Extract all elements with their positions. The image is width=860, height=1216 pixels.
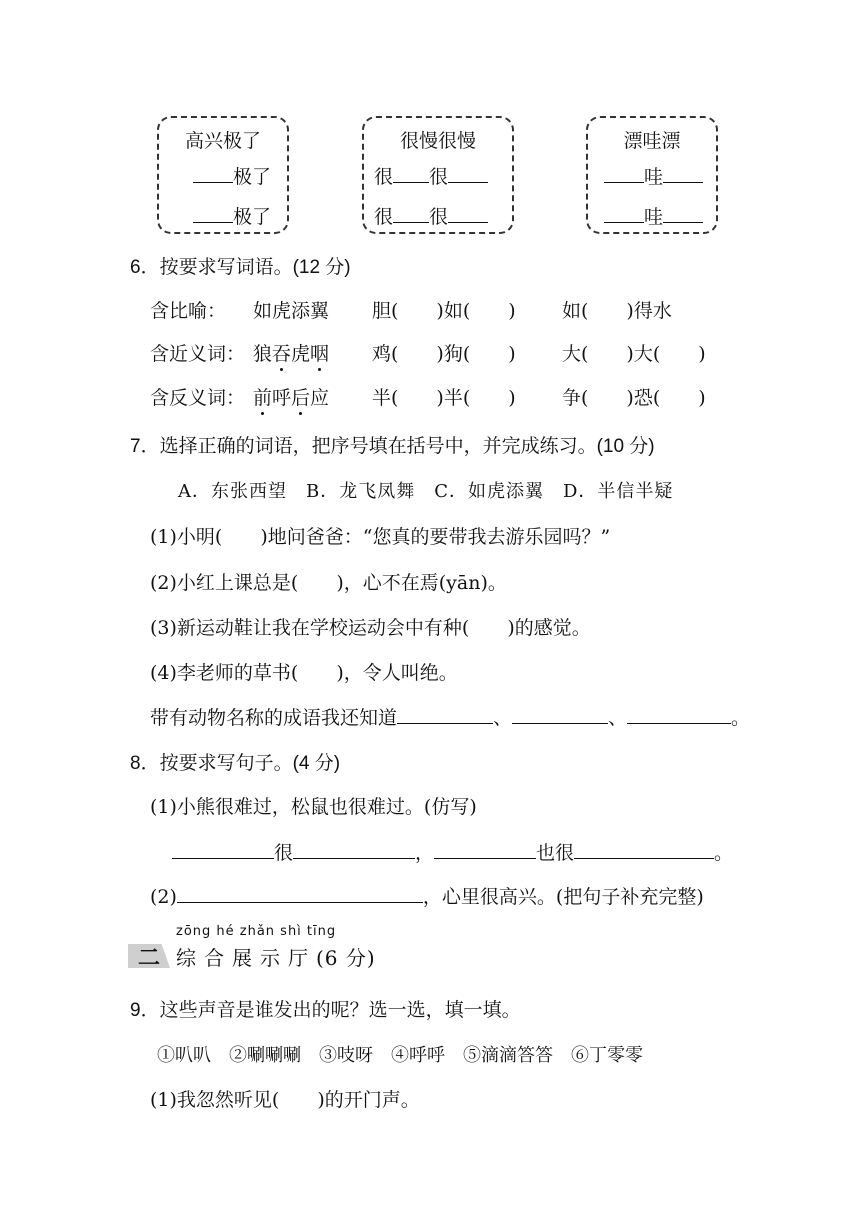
word-box-1-line1: 极了: [193, 162, 271, 189]
q8-imitation-line: 很 ， 也很 。: [172, 838, 733, 865]
q7-title: 7．选择正确的词语，把序号填在括号中，并完成练习。(10 分): [130, 436, 655, 457]
q6-row-example: 狼吞虎咽: [253, 343, 330, 365]
word-box-1: [157, 116, 289, 234]
q6-title: 6．按要求写词语。(12 分): [130, 257, 351, 278]
q7-item-3[interactable]: (3)新运动鞋让我在学校运动会中有种( )的感觉。: [150, 617, 591, 639]
blank[interactable]: [393, 202, 429, 223]
word-box-1-line2: 极了: [193, 202, 271, 229]
section-number: 二: [138, 945, 161, 971]
blank[interactable]: [627, 703, 731, 724]
blank[interactable]: [434, 838, 536, 859]
q6-row-blank-b[interactable]: 争( )恐( ): [562, 387, 706, 409]
word-box-3-line2: 哇: [604, 202, 703, 229]
q6-row-blank-a[interactable]: 鸡( )狗( ): [372, 343, 516, 365]
blank[interactable]: [293, 838, 415, 859]
q6-row-label: 含近义词：: [150, 343, 246, 365]
section-title: 综合展示厅(6 分): [176, 946, 376, 970]
blank[interactable]: [448, 162, 488, 183]
blank[interactable]: [663, 162, 703, 183]
q7-item-1[interactable]: (1)小明( )地问爸爸：“您真的要带我去游乐园吗？”: [150, 526, 611, 548]
q6-row-blank-b[interactable]: 大( )大( ): [562, 343, 706, 365]
blank[interactable]: [574, 838, 714, 859]
word-box-2-title: 很慢很慢: [399, 130, 476, 152]
blank[interactable]: [663, 202, 703, 223]
q7-item-2[interactable]: (2)小红上课总是( )，心不在焉(yān)。: [150, 572, 507, 594]
q6-row-blank-a[interactable]: 胆( )如( ): [372, 300, 516, 322]
word-box-2-line1: 很 很: [374, 162, 488, 189]
word-box-3: [586, 116, 718, 234]
word-box-3-line1: 哇: [604, 162, 703, 189]
q9-options: ①叭叭 ②唰唰唰 ③吱呀 ④呼呼 ⑤滴滴答答 ⑥丁零零: [157, 1045, 643, 1066]
q6-row-label: 含反义词：: [150, 387, 246, 409]
blank[interactable]: [512, 703, 608, 724]
section-banner: [128, 924, 388, 971]
q6-row-blank-b[interactable]: 如( )得水: [562, 300, 672, 322]
q8-item-1: (1)小熊很难过，松鼠也很难过。(仿写): [150, 796, 477, 818]
blank[interactable]: [172, 838, 274, 859]
word-box-3-title: 漂哇漂: [623, 130, 681, 152]
blank[interactable]: [193, 202, 233, 223]
q9-item-1[interactable]: (1)我忽然听见( )的开门声。: [150, 1089, 420, 1111]
blank[interactable]: [393, 162, 429, 183]
blank[interactable]: [604, 202, 644, 223]
q7-extra: 带有动物名称的成语我还知道 、 、 。: [150, 703, 750, 730]
blank[interactable]: [397, 703, 493, 724]
q8-item-2: (2) ，心里很高兴。(把句子补充完整): [150, 882, 704, 909]
blank[interactable]: [604, 162, 644, 183]
q9-title: 9．这些声音是谁发出的呢？选一选，填一填。: [130, 1000, 521, 1021]
section-pinyin: zōng hé zhǎn shì tīng: [176, 924, 337, 939]
word-box-2-line2: 很 很: [374, 202, 488, 229]
q6-row-example: 前呼后应: [253, 387, 330, 409]
word-box-1-title: 高兴极了: [184, 130, 261, 152]
word-box-2: [362, 116, 514, 234]
blank[interactable]: [193, 162, 233, 183]
blank[interactable]: [177, 882, 423, 903]
blank[interactable]: [448, 202, 488, 223]
q6-row-label: 含比喻：: [150, 300, 227, 322]
q6-row-example: 如虎添翼: [253, 300, 330, 322]
q6-row-blank-a[interactable]: 半( )半( ): [372, 387, 516, 409]
q8-title: 8．按要求写句子。(4 分): [130, 753, 341, 774]
q7-item-4[interactable]: (4)李老师的草书( )，令人叫绝。: [150, 662, 458, 684]
q7-options: A．东张西望 B．龙飞凤舞 C．如虎添翼 D．半信半疑: [178, 481, 674, 502]
